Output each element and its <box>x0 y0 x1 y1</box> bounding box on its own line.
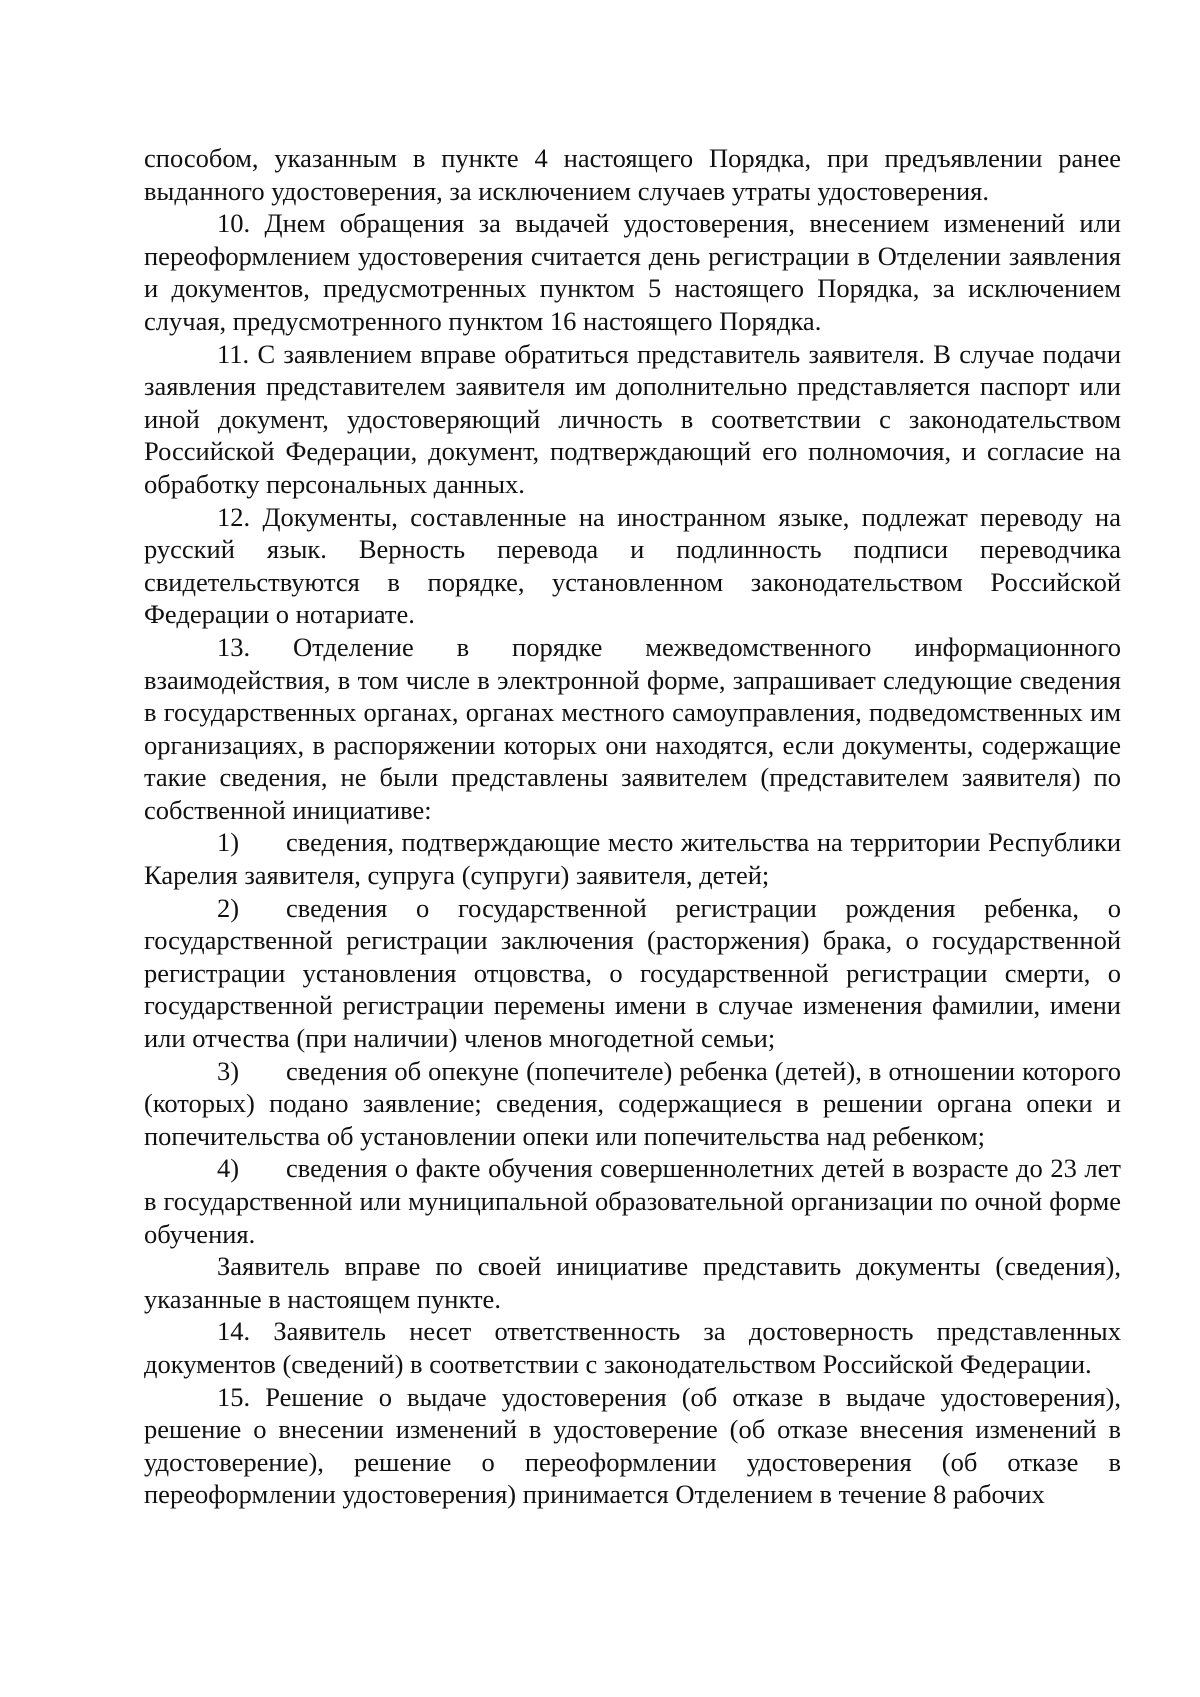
list-item-3 <box>144 1055 1121 1153</box>
paragraph-15: 15. Решение о выдаче удостоверения (об отказе в выдаче удостоверения), решение о внесении изменений в удостоверение (об отказе внесения изменений в удостоверение), решение о переоформлении удостоверения (об отказе в переоформлении удостоверения) принимается Отделением в течение 8 рабочих <box>144 1381 1121 1510</box>
list-item-4 <box>144 1152 1121 1250</box>
paragraph-12: 12. Документы, составленные на иностранном языке, подлежат переводу на русский язык. Верность перевода и подлинность подписи переводчика свидетельствуются в порядке, установленном законодательством Российской Федерации о нотариате. <box>144 501 1121 630</box>
paragraph-13: 13. Отделение в порядке межведомственного информационного взаимодействия, в том числе в электронной форме, запрашивает следующие сведения в государственных органах, органах местного самоуправления, подведомственных им организациях, в распоряжении которых они находятся, если документы, содержащие такие сведения, не были представлены заявителем (представителем заявителя) по собственной инициативе: <box>144 631 1121 825</box>
list-item-number: 2) <box>217 892 240 923</box>
list-item-text: сведения, подтверждающие место жительства на территории Республики Карелия заявителя, супруга (супруги) заявителя, детей; <box>144 827 1121 891</box>
list-item-2 <box>144 892 1121 1055</box>
paragraph-applicant-right: Заявитель вправе по своей инициативе представить документы (сведения), указанные в настоящем пункте. <box>144 1251 1121 1314</box>
list-item-text: сведения о факте обучения совершеннолетних детей в возрасте до 23 лет в государственной или муниципальной образовательной организации по очной форме обучения. <box>144 1153 1121 1249</box>
list-item-text: сведения о государственной регистрации рождения ребенка, о государственной регистрации заключения (расторжения) брака, о государственной регистрации установления отцовства, о государственной регистрации смерти, о государственной регистрации перемены имени в случае изменения фамилии, имени или отчества (при наличии) членов многодетной семьи; <box>144 892 1121 1054</box>
list-item-number: 1) <box>217 827 240 858</box>
list-item-1 <box>144 826 1121 891</box>
list-item-number: 4) <box>217 1153 240 1184</box>
paragraph-10: 10. Днем обращения за выдачей удостоверения, внесением изменений или переоформлением удостоверения считается день регистрации в Отделении заявления и документов, предусмотренных пунктом 5 настоящего Порядка, за исключением случая, предусмотренного пунктом 16 настоящего Порядка. <box>144 208 1121 336</box>
list-item-number: 3) <box>217 1055 240 1086</box>
paragraph-11: 11. С заявлением вправе обратиться представитель заявителя. В случае подачи заявления представителем заявителя им дополнительно представляется паспорт или иной документ, удостоверяющий личность в соответствии с законодательством Российской Федерации, документ, подтверждающий его полномочия, и согласие на обработку персональных данных. <box>144 338 1121 499</box>
paragraph-continuation: способом, указанным в пункте 4 настоящего Порядка, при предъявлении ранее выданного удостоверения, за исключением случаев утраты удостоверения. <box>144 143 1121 206</box>
paragraph-14: 14. Заявитель несет ответственность за достоверность представленных документов (сведений) в соответствии с законодательством Российской Федерации. <box>144 1316 1121 1379</box>
list-item-text: сведения об опекуне (попечителе) ребенка (детей), в отношении которого (которых) подано заявление; сведения, содержащиеся в решении органа опеки и попечительства об установлении опеки или попечительства над ребенком; <box>144 1055 1121 1151</box>
document-page <box>144 142 1121 1511</box>
